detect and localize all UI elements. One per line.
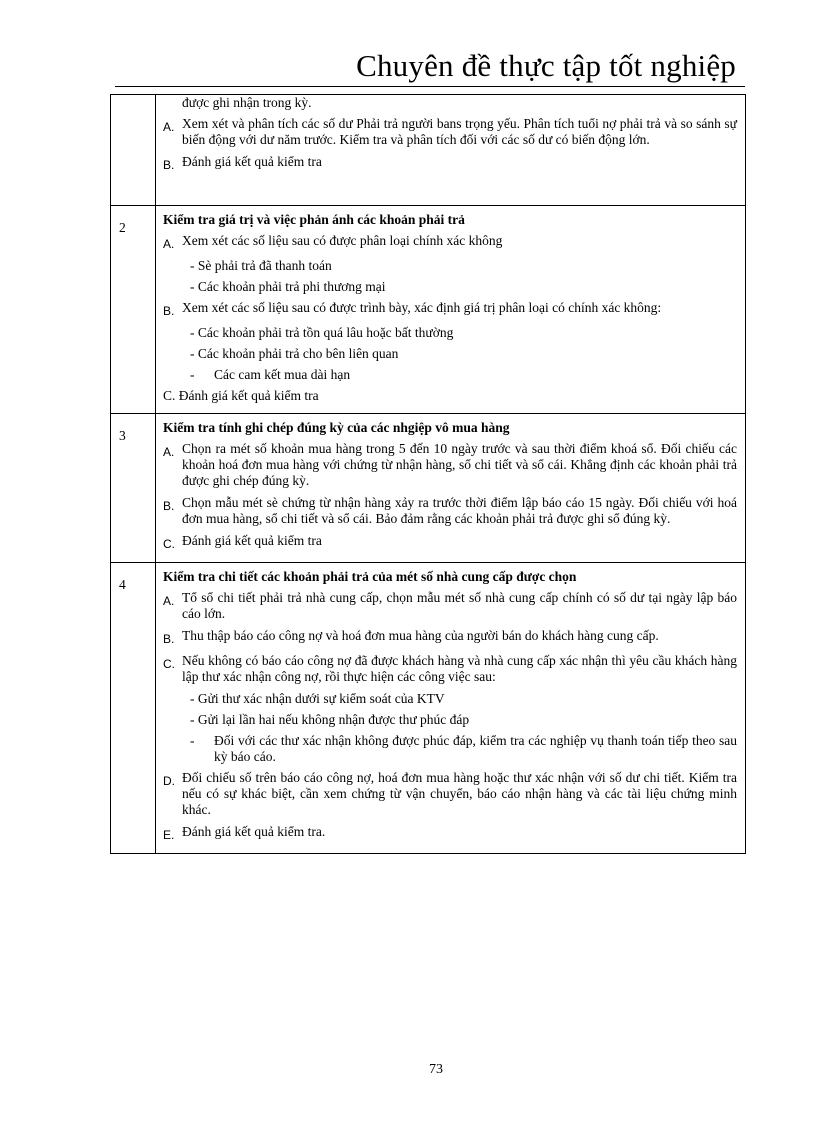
item-marker: C. [163,537,175,551]
item-text: Xem xét các số liệu sau có được trình bày, xác định giá trị phân loại có chính xác không: [182,300,662,315]
step-number: 2 [111,206,156,414]
item-marker: A. [163,237,175,251]
dash-marker: - [190,367,195,382]
step-title: Kiểm tra giá trị và việc phản ánh các khoản phải trả [163,212,465,227]
item-text: Đánh giá kết quả kiểm tra. [182,824,326,839]
procedure-item [163,590,737,622]
procedure-item [163,154,737,173]
continued-text: được ghi nhận trong kỳ. [182,95,312,110]
procedure-item [163,770,737,818]
item-text: Đánh giá kết quả kiểm tra [182,533,322,548]
procedure-item [163,628,737,647]
item-marker: B. [163,304,175,318]
step-content [156,95,746,206]
step-number: 3 [111,414,156,563]
procedure-item [163,653,737,685]
item-text: Đối chiếu số trên báo cáo công nợ, hoá đơn mua hàng hoặc thư xác nhận với số dư chi tiết. Kiểm tra nếu có sự khác biệt, cần xem chứng từ vận chuyển, báo cáo nhận hàng và các tài liệu chứng minh khác. [182,770,737,817]
table-row [111,206,746,414]
step-number: 4 [111,563,156,854]
page-number: 73 [429,1062,443,1077]
item-text: Tổ sổ chi tiết phải trả nhà cung cấp, chọn mẫu mét số nhà cung cấp chính có số dư tại ngày lập báo cáo lớn. [182,590,737,621]
sub-item: - Các khoản phải trả phi thương mại [190,279,386,294]
procedure-item [163,533,737,552]
item-marker: B. [163,499,175,513]
item-text: Chọn ra mét số khoản mua hàng trong 5 đến 10 ngày trước và sau thời điểm khoá sổ. Đối chiếu các khoản hoá đơn mua hàng với chứng từ nhận hàng, sổ chi tiết và sổ cái. Khẳng định các khoản phải trả được ghi chép đúng kỳ. [182,441,737,488]
item-marker: A. [163,120,175,134]
step-content [156,563,746,854]
item-marker: D. [163,774,175,788]
item-marker: A. [163,594,175,608]
procedure-item [163,441,737,489]
table-row [111,414,746,563]
table-row [111,95,746,206]
sub-item-text: Các cam kết mua dài hạn [214,367,351,382]
audit-procedure-table [110,94,746,854]
dash-marker: - [190,733,195,748]
item-text: Đánh giá kết quả kiểm tra [182,154,322,169]
sub-item [163,733,737,765]
item-text: Nếu không có báo cáo công nợ đã được khách hàng và nhà cung cấp xác nhận thì yêu cầu khách hàng lập thư xác nhận công nợ, rồi thực hiện các công việc sau: [182,653,737,684]
table-row [111,563,746,854]
item-marker: B. [163,632,175,646]
step-title: Kiểm tra tính ghi chép đúng kỳ của các nhgiệp vô mua hàng [163,420,510,435]
item-marker: C. [163,657,175,671]
step-content [156,414,746,563]
item-text: Chọn mẫu mét sè chứng từ nhận hàng xảy ra trước thời điểm lập báo cáo 15 ngày. Đối chiếu với hoá đơn mua hàng, sổ chi tiết và sổ cái. Bảo đảm rằng các khoản phải trả được ghi sổ đúng kỳ. [182,495,737,526]
header-rule [115,86,745,87]
step-title: Kiểm tra chi tiết các khoản phải trả của mét số nhà cung cấp được chọn [163,569,577,584]
item-marker: B. [163,158,175,172]
sub-item: - Các khoản phải trả tồn quá lâu hoặc bất thường [190,325,454,340]
page-header-title: Chuyên đề thực tập tốt nghiệp [356,48,736,83]
item-text: Xem xét và phân tích các số dư Phải trả người bans trọng yếu. Phân tích tuổi nợ phải trả và so sánh sự biến động với dư năm trước. Kiểm tra và phân tích đối với các số dư có biến động lớn. [182,116,737,147]
procedure-item [163,300,737,319]
procedure-item: C. Đánh giá kết quả kiểm tra [163,388,319,403]
item-text: Thu thập báo cáo công nợ và hoá đơn mua hàng của người bán do khách hàng cung cấp. [182,628,659,643]
sub-item: - Các khoản phải trả cho bên liên quan [190,346,399,361]
item-marker: A. [163,445,175,459]
item-marker: E. [163,828,175,842]
procedure-item [163,495,737,527]
sub-item: - Gửi thư xác nhận dưới sự kiểm soát của KTV [190,691,445,706]
sub-item [163,367,737,383]
sub-item: - Sè phải trả đã thanh toán [190,258,332,273]
sub-item-text: Đối với các thư xác nhận không được phúc đáp, kiểm tra các nghiệp vụ thanh toán tiếp theo sau kỳ báo cáo. [214,733,737,764]
procedure-item [163,233,737,252]
sub-item: - Gửi lại lần hai nếu không nhận được thư phúc đáp [190,712,470,727]
procedure-item [163,824,737,843]
procedure-item [163,116,737,148]
item-text: Xem xét các số liệu sau có được phân loại chính xác không [182,233,503,248]
step-content [156,206,746,414]
step-number [111,95,156,206]
